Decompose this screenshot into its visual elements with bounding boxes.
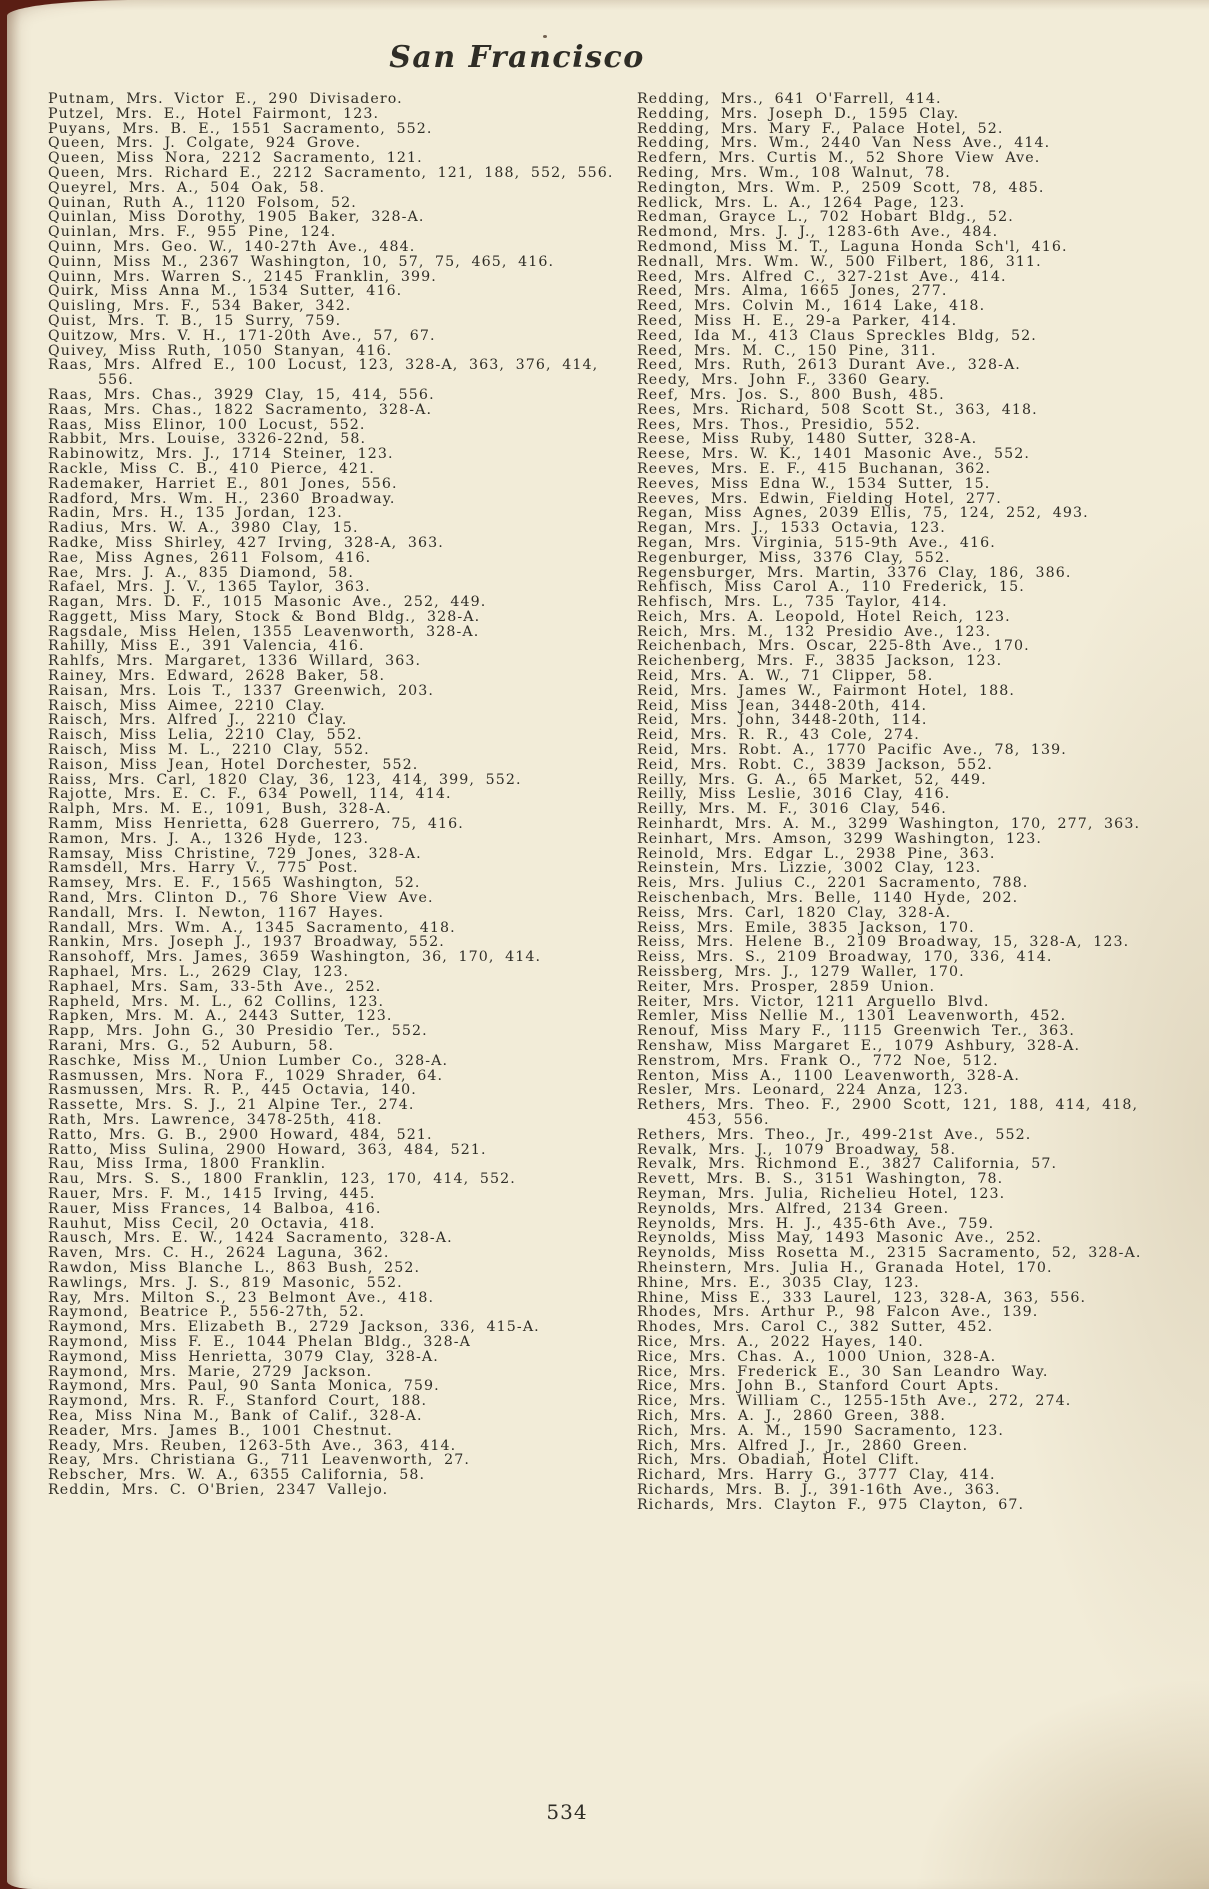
directory-entry: Rice, Mrs. Chas. A., 1000 Union, 328-A. <box>637 1348 997 1365</box>
directory-entry: Reef, Mrs. Jos. S., 800 Bush, 485. <box>637 386 945 403</box>
directory-entry: Randall, Mrs. Wm. A., 1345 Sacramento, 418. <box>48 919 456 936</box>
directory-entry: Ramsdell, Mrs. Harry V., 775 Post. <box>48 860 359 877</box>
directory-entry: Rand, Mrs. Clinton D., 76 Shore View Ave. <box>48 890 434 907</box>
directory-entry: Ready, Mrs. Reuben, 1263-5th Ave., 363, 414. <box>48 1437 457 1454</box>
directory-entry: Redding, Mrs. Wm., 2440 Van Ness Ave., 414. <box>637 135 1051 152</box>
directory-entry: Reichenbach, Mrs. Oscar, 225-8th Ave., 170. <box>637 638 1030 655</box>
directory-entry: Redlick, Mrs. L. A., 1264 Page, 123. <box>637 194 966 211</box>
directory-entry: Reiter, Mrs. Victor, 1211 Arguello Blvd. <box>637 993 990 1010</box>
directory-entry: Redman, Grayce L., 702 Hobart Bldg., 52. <box>637 209 1014 226</box>
page-number: 534 <box>546 1800 588 1824</box>
directory-entry: Quinn, Mrs. Geo. W., 140-27th Ave., 484. <box>48 238 416 255</box>
directory-entry: Resler, Mrs. Leonard, 224 Anza, 123. <box>637 1082 970 1099</box>
directory-entry: Raymond, Miss Henrietta, 3079 Clay, 328-A. <box>48 1348 439 1365</box>
directory-entry: Raas, Miss Elinor, 100 Locust, 552. <box>48 416 366 433</box>
directory-entry: Radford, Mrs. Wm. H., 2360 Broadway. <box>48 490 396 507</box>
directory-entry: Raas, Mrs. Alfred E., 100 Locust, 123, 328-A, 363, 376, 414, 556. <box>48 357 599 389</box>
directory-entry: Ray, Mrs. Milton S., 23 Belmont Ave., 418. <box>48 1289 435 1306</box>
directory-entry: Reay, Mrs. Christiana G., 711 Leavenworth, 27. <box>48 1452 470 1469</box>
directory-entry: Rich, Mrs. A. J., 2860 Green, 388. <box>637 1407 946 1424</box>
directory-entry: Ratto, Miss Sulina, 2900 Howard, 363, 484, 521. <box>48 1141 487 1158</box>
directory-entry: Rees, Mrs. Thos., Presidio, 552. <box>637 416 921 433</box>
directory-entry: Rae, Miss Agnes, 2611 Folsom, 416. <box>48 549 372 566</box>
directory-entry: Rauhut, Miss Cecil, 20 Octavia, 418. <box>48 1215 376 1232</box>
directory-entry: Rhodes, Mrs. Arthur P., 98 Falcon Ave., 139. <box>637 1304 1039 1321</box>
directory-entry: Reed, Mrs. Colvin M., 1614 Lake, 418. <box>637 298 986 315</box>
directory-entry: Reilly, Miss Leslie, 3016 Clay, 416. <box>637 786 951 803</box>
directory-entry: Renshaw, Miss Margaret E., 1079 Ashbury, 328-A. <box>637 1038 1081 1054</box>
directory-entry: Rapheld, Mrs. M. L., 62 Collins, 123. <box>48 993 385 1010</box>
directory-entry: Radin, Mrs. H., 135 Jordan, 123. <box>48 505 343 522</box>
directory-entry: Rawdon, Miss Blanche L., 863 Bush, 252. <box>48 1259 421 1276</box>
directory-entry: Ragsdale, Miss Helen, 1355 Leavenworth, 328-A. <box>48 623 480 640</box>
directory-entry: Reeves, Miss Edna W., 1534 Sutter, 15. <box>637 475 991 492</box>
directory-entry: Regensburger, Mrs. Martin, 3376 Clay, 186, 386. <box>637 564 1072 581</box>
directory-entry: Rehfisch, Miss Carol A., 110 Frederick, 15. <box>637 579 1025 596</box>
directory-entry: Quitzow, Mrs. V. H., 171-20th Ave., 57, 67. <box>48 327 436 344</box>
directory-entry: Rackle, Miss C. B., 410 Pierce, 421. <box>48 460 375 477</box>
directory-entry: Richards, Mrs. B. J., 391-16th Ave., 363. <box>637 1481 1001 1498</box>
directory-entry: Reed, Mrs. M. C., 150 Pine, 311. <box>637 342 937 359</box>
directory-entry: Quinn, Miss M., 2367 Washington, 10, 57, 75, 465, 416. <box>48 253 555 270</box>
directory-entry: Rhodes, Mrs. Carol C., 382 Sutter, 452. <box>637 1319 994 1336</box>
directory-entry: Rapken, Mrs. M. A., 2443 Sutter, 123. <box>48 1008 393 1025</box>
directory-entry: Rahilly, Miss E., 391 Valencia, 416. <box>48 638 365 655</box>
directory-entry: Rath, Mrs. Lawrence, 3478-25th, 418. <box>48 1111 383 1128</box>
directory-entry: Ramsey, Mrs. E. F., 1565 Washington, 52. <box>48 875 421 892</box>
directory-entry: Rahlfs, Mrs. Margaret, 1336 Willard, 363. <box>48 653 422 670</box>
directory-entry: Raphael, Mrs. L., 2629 Clay, 123. <box>48 964 350 981</box>
directory-entry: Reich, Mrs. M., 132 Presidio Ave., 123. <box>637 623 992 640</box>
directory-entry: Raven, Mrs. C. H., 2624 Laguna, 362. <box>48 1245 390 1262</box>
directory-entry: Reinstein, Mrs. Lizzie, 3002 Clay, 123. <box>637 860 982 877</box>
directory-entry: Queen, Miss Nora, 2212 Sacramento, 121. <box>48 150 423 167</box>
directory-entry: Reding, Mrs. Wm., 108 Walnut, 78. <box>637 164 951 181</box>
directory-entry: Regan, Miss Agnes, 2039 Ellis, 75, 124, 252, 493. <box>637 505 1089 522</box>
directory-entry: Regan, Mrs. J., 1533 Octavia, 123. <box>637 520 946 537</box>
directory-entry: Reinold, Mrs. Edgar L., 2938 Pine, 363. <box>637 845 996 862</box>
directory-entry: Richards, Mrs. Clayton F., 975 Clayton, 67. <box>637 1496 1025 1513</box>
paper-speck <box>543 35 547 38</box>
directory-entry: Rheinstern, Mrs. Julia H., Granada Hotel, 170. <box>637 1259 1053 1276</box>
directory-entry: Redmond, Miss M. T., Laguna Honda Sch'l, 416. <box>637 238 1068 255</box>
directory-entry: Revett, Mrs. B. S., 3151 Washington, 78. <box>637 1171 1004 1188</box>
directory-entry: Rice, Mrs. William C., 1255-15th Ave., 272, 274. <box>637 1393 1072 1410</box>
directory-entry: Queen, Mrs. J. Colgate, 924 Grove. <box>48 135 362 152</box>
directory-entry: Reissberg, Mrs. J., 1279 Waller, 170. <box>637 964 965 981</box>
directory-entry: Ramon, Mrs. J. A., 1326 Hyde, 123. <box>48 830 370 847</box>
directory-entry: Raiss, Mrs. Carl, 1820 Clay, 36, 123, 414, 399, 552. <box>48 771 522 788</box>
directory-entry: Rae, Mrs. J. A., 835 Diamond, 58. <box>48 564 354 581</box>
directory-entry: Raison, Miss Jean, Hotel Dorchester, 552. <box>48 756 419 773</box>
directory-entry: Reid, Mrs. John, 3448-20th, 114. <box>637 712 928 729</box>
directory-entry: Reiter, Mrs. Prosper, 2859 Union. <box>637 978 936 995</box>
directory-entry: Reinhart, Mrs. Amson, 3299 Washington, 123. <box>637 830 1043 847</box>
directory-entry: Quinn, Mrs. Warren S., 2145 Franklin, 399. <box>48 268 437 285</box>
directory-entry: Reynolds, Miss May, 1493 Masonic Ave., 252. <box>637 1230 1043 1247</box>
directory-entry: Rabinowitz, Mrs. J., 1714 Steiner, 123. <box>48 446 394 463</box>
directory-entry: Revalk, Mrs. Richmond E., 3827 California, 57. <box>637 1156 1058 1173</box>
directory-entry: Redding, Mrs. Mary F., Palace Hotel, 52. <box>637 120 1004 137</box>
directory-entry: Raschke, Miss M., Union Lumber Co., 328-A. <box>48 1052 449 1069</box>
directory-column-right <box>637 92 1167 1513</box>
directory-entry: Rau, Miss Irma, 1800 Franklin. <box>48 1156 327 1173</box>
directory-entry: Rice, Mrs. A., 2022 Hayes, 140. <box>637 1333 924 1350</box>
directory-entry: Randall, Mrs. I. Newton, 1167 Hayes. <box>48 904 385 921</box>
directory-entry: Rice, Mrs. John B., Stanford Court Apts. <box>637 1378 1000 1395</box>
directory-entry: Reiss, Mrs. Helene B., 2109 Broadway, 15, 328-A, 123. <box>637 934 1130 951</box>
directory-entry: Raisch, Mrs. Alfred J., 2210 Clay. <box>48 712 348 729</box>
page-header-title: San Francisco <box>389 40 645 75</box>
directory-entry: Reed, Ida M., 413 Claus Spreckles Bldg, 52. <box>637 327 1037 344</box>
directory-entry: Reinhardt, Mrs. A. M., 3299 Washington, 170, 277, 363. <box>637 816 1141 833</box>
directory-entry: Raymond, Miss F. E., 1044 Phelan Bldg., 328-A <box>48 1333 472 1350</box>
directory-entry: Rainey, Mrs. Edward, 2628 Baker, 58. <box>48 668 386 685</box>
directory-entry: Raisan, Mrs. Lois T., 1337 Greenwich, 203. <box>48 682 434 699</box>
directory-entry: Reich, Mrs. A. Leopold, Hotel Reich, 123. <box>637 608 1011 625</box>
directory-entry: Rademaker, Harriet E., 801 Jones, 556. <box>48 475 398 492</box>
directory-entry: Reddin, Mrs. C. O'Brien, 2347 Vallejo. <box>48 1481 389 1498</box>
directory-entry: Raymond, Mrs. Marie, 2729 Jackson. <box>48 1363 373 1380</box>
directory-entry: Reed, Mrs. Ruth, 2613 Durant Ave., 328-A. <box>637 357 1021 374</box>
directory-entry: Rausch, Mrs. E. W., 1424 Sacramento, 328-A. <box>48 1230 453 1247</box>
directory-entry: Reischenbach, Mrs. Belle, 1140 Hyde, 202. <box>637 890 1019 907</box>
directory-page <box>7 0 1209 1889</box>
directory-entry: Rhine, Mrs. E., 3035 Clay, 123. <box>637 1274 920 1291</box>
directory-entry: Puyans, Mrs. B. E., 1551 Sacramento, 552. <box>48 120 433 137</box>
directory-entry: Reeves, Mrs. E. F., 415 Buchanan, 362. <box>637 460 992 477</box>
directory-entry: Rasmussen, Mrs. R. P., 445 Octavia, 140. <box>48 1082 417 1099</box>
directory-entry: Rich, Mrs. Alfred J., Jr., 2860 Green. <box>637 1437 969 1454</box>
directory-entry: Rau, Mrs. S. S., 1800 Franklin, 123, 170, 414, 552. <box>48 1171 516 1188</box>
directory-entry: Reese, Miss Ruby, 1480 Sutter, 328-A. <box>637 431 978 448</box>
directory-entry: Ratto, Mrs. G. B., 2900 Howard, 484, 521. <box>48 1126 433 1143</box>
directory-entry: Raas, Mrs. Chas., 3929 Clay, 15, 414, 556. <box>48 386 435 403</box>
directory-entry: Quinan, Ruth A., 1120 Folsom, 52. <box>48 194 357 211</box>
directory-entry: Rich, Mrs. Obadiah, Hotel Clift. <box>637 1452 920 1469</box>
directory-entry: Rees, Mrs. Richard, 508 Scott St., 363, 418. <box>637 401 1038 418</box>
directory-entry: Rich, Mrs. A. M., 1590 Sacramento, 123. <box>637 1422 1004 1439</box>
directory-entry: Reilly, Mrs. G. A., 65 Market, 52, 449. <box>637 771 987 788</box>
directory-entry: Raas, Mrs. Chas., 1822 Sacramento, 328-A. <box>48 401 433 418</box>
directory-entry: Quist, Mrs. T. B., 15 Surry, 759. <box>48 312 342 329</box>
directory-entry: Rabbit, Mrs. Louise, 3326-22nd, 58. <box>48 431 367 448</box>
directory-entry: Remler, Miss Nellie M., 1301 Leavenworth, 452. <box>637 1008 1067 1025</box>
directory-entry: Rehfisch, Mrs. L., 735 Taylor, 414. <box>637 594 948 611</box>
directory-entry: Rarani, Mrs. G., 52 Auburn, 58. <box>48 1038 335 1054</box>
directory-entry: Rapp, Mrs. John G., 30 Presidio Ter., 552. <box>48 1023 428 1040</box>
directory-entry: Rea, Miss Nina M., Bank of Calif., 328-A. <box>48 1407 423 1424</box>
directory-entry: Reid, Mrs. Robt. C., 3839 Jackson, 552. <box>637 756 994 773</box>
directory-entry: Rankin, Mrs. Joseph J., 1937 Broadway, 552. <box>48 934 445 951</box>
directory-entry: Rethers, Mrs. Theo., Jr., 499-21st Ave., 552. <box>637 1126 1032 1143</box>
directory-entry: Quirk, Miss Anna M., 1534 Sutter, 416. <box>48 283 403 300</box>
directory-entry: Reid, Mrs. James W., Fairmont Hotel, 188. <box>637 682 1016 699</box>
directory-entry: Quinlan, Miss Dorothy, 1905 Baker, 328-A. <box>48 209 425 226</box>
directory-entry: Reed, Miss H. E., 29-a Parker, 414. <box>637 312 958 329</box>
directory-entry: Raphael, Mrs. Sam, 33-5th Ave., 252. <box>48 978 382 995</box>
directory-entry: Reichenberg, Mrs. F., 3835 Jackson, 123. <box>637 653 1003 670</box>
directory-entry: Raymond, Mrs. Paul, 90 Santa Monica, 759. <box>48 1378 440 1395</box>
directory-entry: Redding, Mrs., 641 O'Farrell, 414. <box>637 91 942 107</box>
directory-entry: Rafael, Mrs. J. V., 1365 Taylor, 363. <box>48 579 371 596</box>
directory-entry: Reed, Mrs. Alfred C., 327-21st Ave., 414. <box>637 268 1007 285</box>
directory-entry: Rice, Mrs. Frederick E., 30 San Leandro Way. <box>637 1363 1049 1380</box>
directory-entry: Reis, Mrs. Julius C., 2201 Sacramento, 788. <box>637 875 1029 892</box>
directory-entry: Regenburger, Miss, 3376 Clay, 552. <box>637 549 951 566</box>
directory-entry: Reynolds, Miss Rosetta M., 2315 Sacramento, 52, 328-A. <box>637 1245 1142 1262</box>
directory-entry: Putnam, Mrs. Victor E., 290 Divisadero. <box>48 91 403 107</box>
directory-entry: Reiss, Mrs. S., 2109 Broadway, 170, 336, 414. <box>637 949 1053 966</box>
directory-entry: Reid, Mrs. A. W., 71 Clipper, 58. <box>637 668 934 685</box>
directory-entry: Ralph, Mrs. M. E., 1091, Bush, 328-A. <box>48 801 392 818</box>
directory-entry: Ramsay, Miss Christine, 729 Jones, 328-A. <box>48 845 422 862</box>
directory-entry: Reiss, Mrs. Carl, 1820 Clay, 328-A. <box>637 904 952 921</box>
directory-entry: Reynolds, Mrs. Alfred, 2134 Green. <box>637 1200 950 1217</box>
directory-entry: Reid, Mrs. R. R., 43 Cole, 274. <box>637 727 920 744</box>
directory-entry: Renouf, Miss Mary F., 1115 Greenwich Ter., 363. <box>637 1023 1075 1040</box>
directory-entry: Rebscher, Mrs. W. A., 6355 California, 58. <box>48 1467 426 1484</box>
directory-entry: Reilly, Mrs. M. F., 3016 Clay, 546. <box>637 801 947 818</box>
directory-entry: Redfern, Mrs. Curtis M., 52 Shore View Ave. <box>637 150 1041 167</box>
directory-entry: Raymond, Mrs. R. F., Stanford Court, 188. <box>48 1393 428 1410</box>
directory-entry: Radius, Mrs. W. A., 3980 Clay, 15. <box>48 520 359 537</box>
directory-entry: Rajotte, Mrs. E. C. F., 634 Powell, 114, 414. <box>48 786 452 803</box>
directory-entry: Raymond, Beatrice P., 556-27th, 52. <box>48 1304 365 1321</box>
directory-entry: Rednall, Mrs. Wm. W., 500 Filbert, 186, 311. <box>637 253 1042 270</box>
directory-entry: Renstrom, Mrs. Frank O., 772 Noe, 512. <box>637 1052 999 1069</box>
directory-entry: Raisch, Miss Lelia, 2210 Clay, 552. <box>48 727 363 744</box>
directory-entry: Reiss, Mrs. Emile, 3835 Jackson, 170. <box>637 919 975 936</box>
directory-entry: Reedy, Mrs. John F., 3360 Geary. <box>637 372 931 389</box>
directory-entry: Richard, Mrs. Harry G., 3777 Clay, 414. <box>637 1467 996 1484</box>
directory-column-left <box>48 92 620 1498</box>
directory-entry: Queyrel, Mrs. A., 504 Oak, 58. <box>48 179 326 196</box>
directory-entry: Putzel, Mrs. E., Hotel Fairmont, 123. <box>48 105 380 122</box>
directory-entry: Raggett, Miss Mary, Stock & Bond Bldg., 328-A. <box>48 608 481 625</box>
directory-entry: Rassette, Mrs. S. J., 21 Alpine Ter., 274. <box>48 1097 415 1114</box>
directory-entry: Queen, Mrs. Richard E., 2212 Sacramento, 121, 188, 552, 556. <box>48 164 614 181</box>
directory-entry: Redmond, Mrs. J. J., 1283-6th Ave., 484. <box>637 224 999 241</box>
directory-entry: Raisch, Miss M. L., 2210 Clay, 552. <box>48 742 370 759</box>
directory-entry: Rauer, Mrs. F. M., 1415 Irving, 445. <box>48 1185 376 1202</box>
directory-entry: Reese, Mrs. W. K., 1401 Masonic Ave., 552. <box>637 446 1030 463</box>
directory-entry: Quisling, Mrs. F., 534 Baker, 342. <box>48 298 352 315</box>
directory-entry: Quivey, Miss Ruth, 1050 Stanyan, 416. <box>48 342 393 359</box>
directory-entry: Renton, Miss A., 1100 Leavenworth, 328-A. <box>637 1067 1021 1084</box>
directory-entry: Raymond, Mrs. Elizabeth B., 2729 Jackson, 336, 415-A. <box>48 1319 540 1336</box>
directory-entry: Reid, Mrs. Robt. A., 1770 Pacific Ave., 78, 139. <box>637 742 1067 759</box>
directory-entry: Ragan, Mrs. D. F., 1015 Masonic Ave., 252, 449. <box>48 594 487 611</box>
directory-entry: Reader, Mrs. James B., 1001 Chestnut. <box>48 1422 393 1439</box>
directory-entry: Rawlings, Mrs. J. S., 819 Masonic, 552. <box>48 1274 403 1291</box>
directory-entry: Redington, Mrs. Wm. P., 2509 Scott, 78, 485. <box>637 179 1045 196</box>
directory-entry: Rethers, Mrs. Theo. F., 2900 Scott, 121, 188, 414, 418, 453, 556. <box>637 1097 1139 1128</box>
directory-entry: Reid, Miss Jean, 3448-20th, 414. <box>637 697 928 714</box>
directory-entry: Quinlan, Mrs. F., 955 Pine, 124. <box>48 224 337 241</box>
directory-entry: Ramm, Miss Henrietta, 628 Guerrero, 75, 416. <box>48 816 464 833</box>
directory-entry: Reyman, Mrs. Julia, Richelieu Hotel, 123. <box>637 1185 1006 1202</box>
directory-entry: Rhine, Miss E., 333 Laurel, 123, 328-A, 363, 556. <box>637 1289 1087 1306</box>
directory-entry: Reeves, Mrs. Edwin, Fielding Hotel, 277. <box>637 490 1002 507</box>
directory-entry: Revalk, Mrs. J., 1079 Broadway, 58. <box>637 1141 957 1158</box>
directory-entry: Reed, Mrs. Alma, 1665 Jones, 277. <box>637 283 948 300</box>
directory-entry: Redding, Mrs. Joseph D., 1595 Clay. <box>637 105 960 122</box>
directory-entry: Reynolds, Mrs. H. J., 435-6th Ave., 759. <box>637 1215 995 1232</box>
directory-entry: Ransohoff, Mrs. James, 3659 Washington, 36, 170, 414. <box>48 949 542 966</box>
directory-entry: Radke, Miss Shirley, 427 Irving, 328-A, 363. <box>48 534 444 551</box>
directory-entry: Rasmussen, Mrs. Nora F., 1029 Shrader, 64. <box>48 1067 444 1084</box>
directory-entry: Regan, Mrs. Virginia, 515-9th Ave., 416. <box>637 534 996 551</box>
directory-entry: Raisch, Miss Aimee, 2210 Clay. <box>48 697 326 714</box>
directory-entry: Rauer, Miss Frances, 14 Balboa, 416. <box>48 1200 382 1217</box>
